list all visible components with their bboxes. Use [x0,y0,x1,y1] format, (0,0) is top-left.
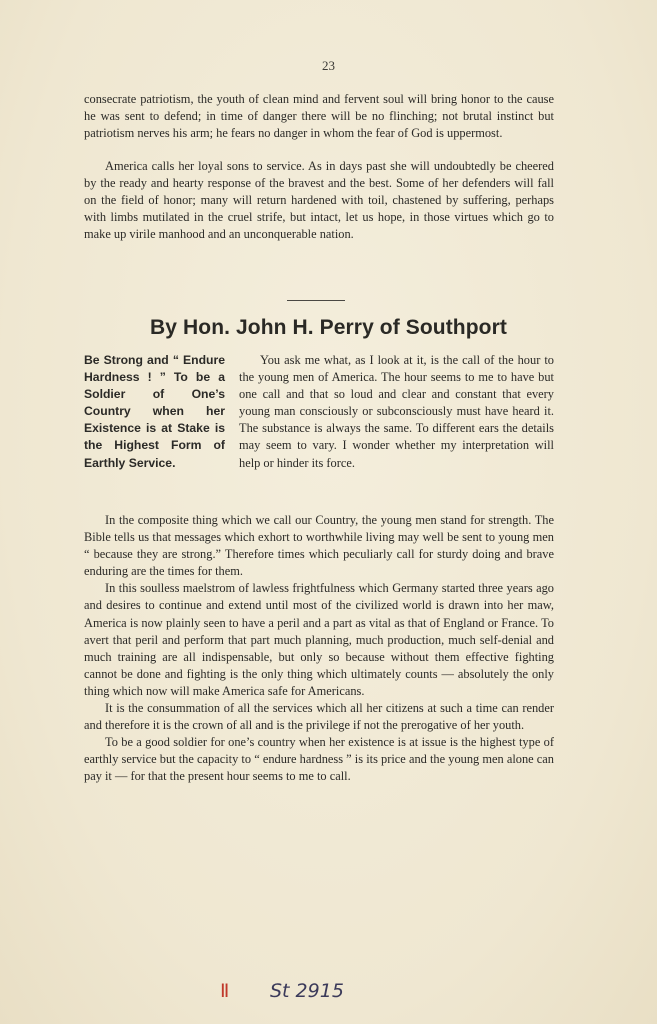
article-paragraph: It is the consummation of all the services which all her citizens at such a time can render and therefore it is the crown of all and is the privilege if not the prerogative of her youth. [84,701,554,733]
paragraph-text: You ask me what, as I look at it, is the call of the hour to the young men of America. The hour seems to me to have but one call and that so loud and clear and constant that every young man consciously or subconsciously must have heard it. The substance is always the same. To different ears the details may seem to vary. I wonder whether my interpretation will help or hinder its force. [239,353,554,470]
article-sidebar-caption: Be Strong and “ Endure Hardness ! ” To be a Soldier of One’s Country when her Existence is at Stake is the Highest Form of Earthly Service. [84,353,225,470]
intro-paragraph-2 [84,158,554,243]
article-paragraph: To be a good soldier for one’s country when her existence is at issue is the highest type of earthly service but the capacity to “ endure hardness ” is its price and the young men alone can pay it — for that the present hour seems to me to call. [84,735,554,784]
paragraph-text: consecrate patriotism, the youth of clean mind and fervent soul will bring honor to the cause he was sent to defend; in time of danger there will be no flinching; not brutal instinct but patriotism nerves his arm; he fears no danger in whom the fear of God is uppermost. [84,92,554,141]
library-stamp-mark: Ⅱ [220,981,230,1002]
article-paragraph: In this soulless maelstrom of lawless frightfulness which Germany started three years ago and desires to continue and extend until most of the civilized world is drawn into her maw, America is now plainly seen to have a peril and a part as vital as that of England or France. To avert that peril and perform that part much planning, much production, much self-denial and much training are all indispensable, but only so because without them effective fighting cannot be done and fighting is the only thing which ultimately counts — absolutely the only thing which now will make America safe for Americans. [84,581,554,698]
intro-paragraph-1 [84,91,554,142]
section-divider [287,300,345,301]
library-stamp-code: St 2915 [270,980,344,1002]
paragraph-text: America calls her loyal sons to service. As in days past she will undoubtedly be cheered by the ready and hearty response of the bravest and the best. Some of her defenders will fall on the field of honor; many will return hardened with toil, chastened by suffering, perhaps with limbs mutilated in the cruel strife, but intact, let us hope, in those virtues which go to make up virile manhood and an unconquerable nation. [84,159,554,242]
page-number: 23 [322,58,335,73]
article-first-paragraph [239,352,554,472]
article-paragraph: In the composite thing which we call our Country, the young men stand for strength. The Bible tells us that messages which exhort to worthwhile living may well be sent to young men “ because they are strong.” Therefore times which peculiarly call for sturdy doing and brave enduring are the times for them. [84,513,554,579]
article-heading: By Hon. John H. Perry of Southport [150,316,507,339]
article-body [84,512,554,786]
